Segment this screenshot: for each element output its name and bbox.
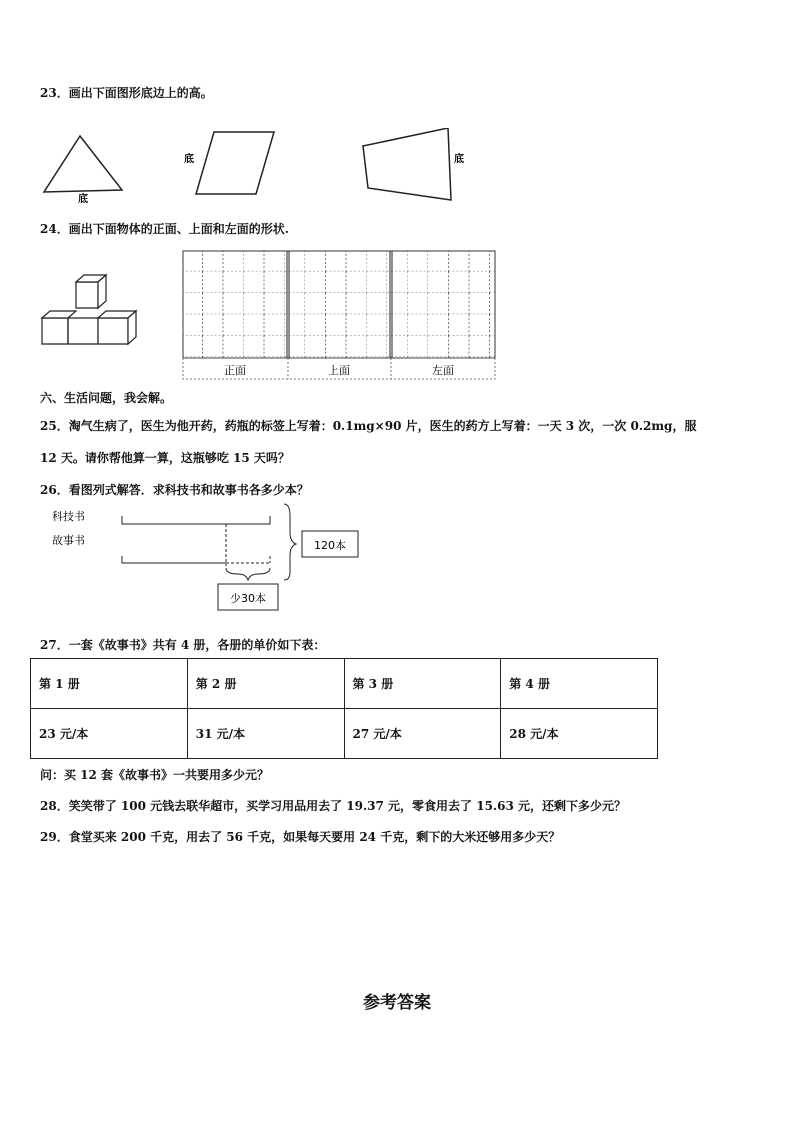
header-cell-3: 第 3 册 (344, 659, 501, 709)
q23-figures (38, 128, 478, 204)
table-row (31, 659, 658, 709)
cube-stack-figure (38, 272, 138, 348)
label-story-books: 故事书 (52, 534, 85, 547)
table-row (31, 709, 658, 759)
price-cell-2: 31 元/本 (187, 709, 344, 759)
price-cell-4: 28 元/本 (501, 709, 658, 759)
label-science-books: 科技书 (52, 510, 85, 523)
trapezoid-base-label: 底 (454, 154, 464, 165)
question-27-ask: 问：买 12 套《故事书》一共要用多少元？ (40, 768, 270, 782)
q26-line-diagram (48, 502, 368, 612)
grid-label-left: 左面 (432, 364, 454, 377)
question-24-text: 24．画出下面物体的正面、上面和左面的形状. (40, 222, 289, 236)
price-table (30, 658, 658, 759)
header-cell-1: 第 1 册 (31, 659, 188, 709)
triangle-base-label: 底 (78, 194, 88, 204)
header-cell-4: 第 4 册 (501, 659, 658, 709)
triangle-shape (44, 136, 122, 192)
question-29-text: 29．食堂买来 200 千克，用去了 56 千克，如果每天要用 24 千克，剩下的大米还够用多少天？ (40, 830, 561, 844)
section-6-title: 六、生活问题，我会解。 (40, 391, 173, 405)
parallelogram-shape (196, 132, 274, 194)
question-27-text: 27．一套《故事书》共有 4 册，各册的单价如下表： (40, 638, 326, 652)
parallelogram-base-label: 底 (184, 154, 194, 165)
question-28-text: 28．笑笑带了 100 元钱去联华超市，买学习用品用去了 19.37 元，零食用去了 15.63 元，还剩下多少元？ (40, 799, 626, 813)
answer-section-title: 参考答案 (363, 993, 431, 1013)
total-box-label: 120本 (314, 539, 346, 552)
question-25-line1: 25．淘气生病了，医生为他开药，药瓶的标签上写着：0.1mg×90 片，医生的药方上写着：一天 3 次，一次 0.2mg，服 (40, 419, 697, 433)
difference-box-label: 少30本 (230, 592, 266, 605)
question-26-text: 26．看图列式解答．求科技书和故事书各多少本？ (40, 483, 309, 497)
question-25-line2: 12 天。请你帮他算一算，这瓶够吃 15 天吗？ (40, 451, 290, 465)
header-cell-2: 第 2 册 (187, 659, 344, 709)
grid-label-front: 正面 (224, 364, 246, 377)
price-cell-1: 23 元/本 (31, 709, 188, 759)
question-23-text: 23．画出下面图形底边上的高。 (40, 86, 213, 100)
trapezoid-shape (363, 128, 451, 200)
grid-drawing-area[interactable] (182, 250, 498, 382)
grid-label-top: 上面 (328, 364, 350, 377)
price-cell-3: 27 元/本 (344, 709, 501, 759)
